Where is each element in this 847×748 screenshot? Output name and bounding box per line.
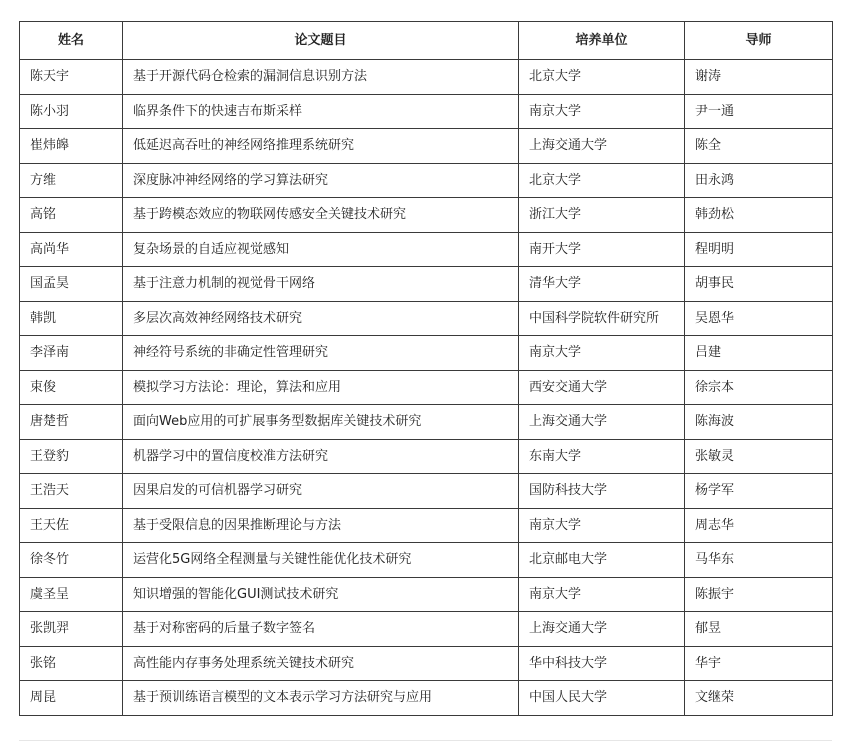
table-row bbox=[20, 646, 833, 681]
cell-advisor: 陈海波 bbox=[685, 405, 833, 440]
cell-advisor: 田永鸿 bbox=[685, 163, 833, 198]
cell-advisor: 陈全 bbox=[685, 129, 833, 164]
table-row bbox=[20, 232, 833, 267]
cell-institution: 北京大学 bbox=[519, 60, 685, 95]
cell-institution: 清华大学 bbox=[519, 267, 685, 302]
cell-thesis-title: 高性能内存事务处理系统关键技术研究 bbox=[123, 646, 519, 681]
cell-advisor: 徐宗本 bbox=[685, 370, 833, 405]
table-row bbox=[20, 474, 833, 509]
cell-advisor: 韩劲松 bbox=[685, 198, 833, 233]
cell-thesis-title: 基于受限信息的因果推断理论与方法 bbox=[123, 508, 519, 543]
cell-institution: 南京大学 bbox=[519, 94, 685, 129]
cell-institution: 东南大学 bbox=[519, 439, 685, 474]
cell-institution: 中国科学院软件研究所 bbox=[519, 301, 685, 336]
table-row bbox=[20, 370, 833, 405]
cell-institution: 中国人民大学 bbox=[519, 681, 685, 716]
cell-institution: 南京大学 bbox=[519, 577, 685, 612]
cell-advisor: 郁昱 bbox=[685, 612, 833, 647]
table-row bbox=[20, 60, 833, 95]
table-row bbox=[20, 336, 833, 371]
cell-advisor: 杨学军 bbox=[685, 474, 833, 509]
table-row bbox=[20, 681, 833, 716]
cell-name: 韩凯 bbox=[20, 301, 123, 336]
cell-advisor: 文继荣 bbox=[685, 681, 833, 716]
table-header-row bbox=[20, 22, 833, 60]
cell-name: 高铭 bbox=[20, 198, 123, 233]
cell-advisor: 谢涛 bbox=[685, 60, 833, 95]
table-row bbox=[20, 267, 833, 302]
header-advisor: 导师 bbox=[685, 22, 833, 60]
cell-name: 虞圣呈 bbox=[20, 577, 123, 612]
cell-advisor: 张敏灵 bbox=[685, 439, 833, 474]
table-row bbox=[20, 405, 833, 440]
table-row bbox=[20, 508, 833, 543]
cell-name: 张铭 bbox=[20, 646, 123, 681]
cell-name: 徐冬竹 bbox=[20, 543, 123, 578]
table-row bbox=[20, 163, 833, 198]
cell-thesis-title: 基于预训练语言模型的文本表示学习方法研究与应用 bbox=[123, 681, 519, 716]
cell-thesis-title: 因果启发的可信机器学习研究 bbox=[123, 474, 519, 509]
cell-institution: 南开大学 bbox=[519, 232, 685, 267]
cell-name: 陈小羽 bbox=[20, 94, 123, 129]
cell-name: 王天佐 bbox=[20, 508, 123, 543]
cell-advisor: 陈振宇 bbox=[685, 577, 833, 612]
cell-institution: 南京大学 bbox=[519, 336, 685, 371]
cell-name: 高尚华 bbox=[20, 232, 123, 267]
cell-thesis-title: 多层次高效神经网络技术研究 bbox=[123, 301, 519, 336]
cell-thesis-title: 临界条件下的快速吉布斯采样 bbox=[123, 94, 519, 129]
cell-thesis-title: 基于对称密码的后量子数字签名 bbox=[123, 612, 519, 647]
table-row bbox=[20, 94, 833, 129]
cell-thesis-title: 模拟学习方法论：理论，算法和应用 bbox=[123, 370, 519, 405]
cell-thesis-title: 基于注意力机制的视觉骨干网络 bbox=[123, 267, 519, 302]
header-thesis-title: 论文题目 bbox=[123, 22, 519, 60]
cell-thesis-title: 机器学习中的置信度校准方法研究 bbox=[123, 439, 519, 474]
cell-name: 王浩天 bbox=[20, 474, 123, 509]
table-row bbox=[20, 577, 833, 612]
cell-advisor: 胡事民 bbox=[685, 267, 833, 302]
cell-name: 张凯羿 bbox=[20, 612, 123, 647]
cell-thesis-title: 基于跨模态效应的物联网传感安全关键技术研究 bbox=[123, 198, 519, 233]
table-row bbox=[20, 439, 833, 474]
cell-name: 国孟昊 bbox=[20, 267, 123, 302]
cell-thesis-title: 复杂场景的自适应视觉感知 bbox=[123, 232, 519, 267]
cell-advisor: 周志华 bbox=[685, 508, 833, 543]
cell-name: 周昆 bbox=[20, 681, 123, 716]
cell-thesis-title: 知识增强的智能化GUI测试技术研究 bbox=[123, 577, 519, 612]
bottom-divider bbox=[19, 740, 832, 741]
cell-thesis-title: 深度脉冲神经网络的学习算法研究 bbox=[123, 163, 519, 198]
table-body bbox=[20, 60, 833, 716]
cell-thesis-title: 低延迟高吞吐的神经网络推理系统研究 bbox=[123, 129, 519, 164]
cell-institution: 华中科技大学 bbox=[519, 646, 685, 681]
header-institution: 培养单位 bbox=[519, 22, 685, 60]
cell-advisor: 尹一通 bbox=[685, 94, 833, 129]
cell-name: 陈天宇 bbox=[20, 60, 123, 95]
cell-advisor: 程明明 bbox=[685, 232, 833, 267]
header-name: 姓名 bbox=[20, 22, 123, 60]
cell-advisor: 吴恩华 bbox=[685, 301, 833, 336]
cell-advisor: 吕建 bbox=[685, 336, 833, 371]
cell-name: 唐楚哲 bbox=[20, 405, 123, 440]
cell-institution: 北京大学 bbox=[519, 163, 685, 198]
table-row bbox=[20, 198, 833, 233]
cell-name: 崔炜皞 bbox=[20, 129, 123, 164]
cell-institution: 国防科技大学 bbox=[519, 474, 685, 509]
cell-name: 李泽南 bbox=[20, 336, 123, 371]
cell-institution: 上海交通大学 bbox=[519, 129, 685, 164]
cell-institution: 北京邮电大学 bbox=[519, 543, 685, 578]
cell-thesis-title: 基于开源代码仓检索的漏洞信息识别方法 bbox=[123, 60, 519, 95]
awards-table-container bbox=[19, 21, 832, 716]
awards-table bbox=[19, 21, 833, 716]
cell-institution: 上海交通大学 bbox=[519, 612, 685, 647]
cell-advisor: 马华东 bbox=[685, 543, 833, 578]
cell-name: 王登豹 bbox=[20, 439, 123, 474]
table-row bbox=[20, 612, 833, 647]
table-row bbox=[20, 543, 833, 578]
cell-thesis-title: 神经符号系统的非确定性管理研究 bbox=[123, 336, 519, 371]
table-row bbox=[20, 301, 833, 336]
cell-name: 束俊 bbox=[20, 370, 123, 405]
cell-institution: 南京大学 bbox=[519, 508, 685, 543]
cell-name: 方维 bbox=[20, 163, 123, 198]
cell-advisor: 华宇 bbox=[685, 646, 833, 681]
table-row bbox=[20, 129, 833, 164]
cell-institution: 西安交通大学 bbox=[519, 370, 685, 405]
cell-thesis-title: 运营化5G网络全程测量与关键性能优化技术研究 bbox=[123, 543, 519, 578]
cell-thesis-title: 面向Web应用的可扩展事务型数据库关键技术研究 bbox=[123, 405, 519, 440]
cell-institution: 上海交通大学 bbox=[519, 405, 685, 440]
cell-institution: 浙江大学 bbox=[519, 198, 685, 233]
